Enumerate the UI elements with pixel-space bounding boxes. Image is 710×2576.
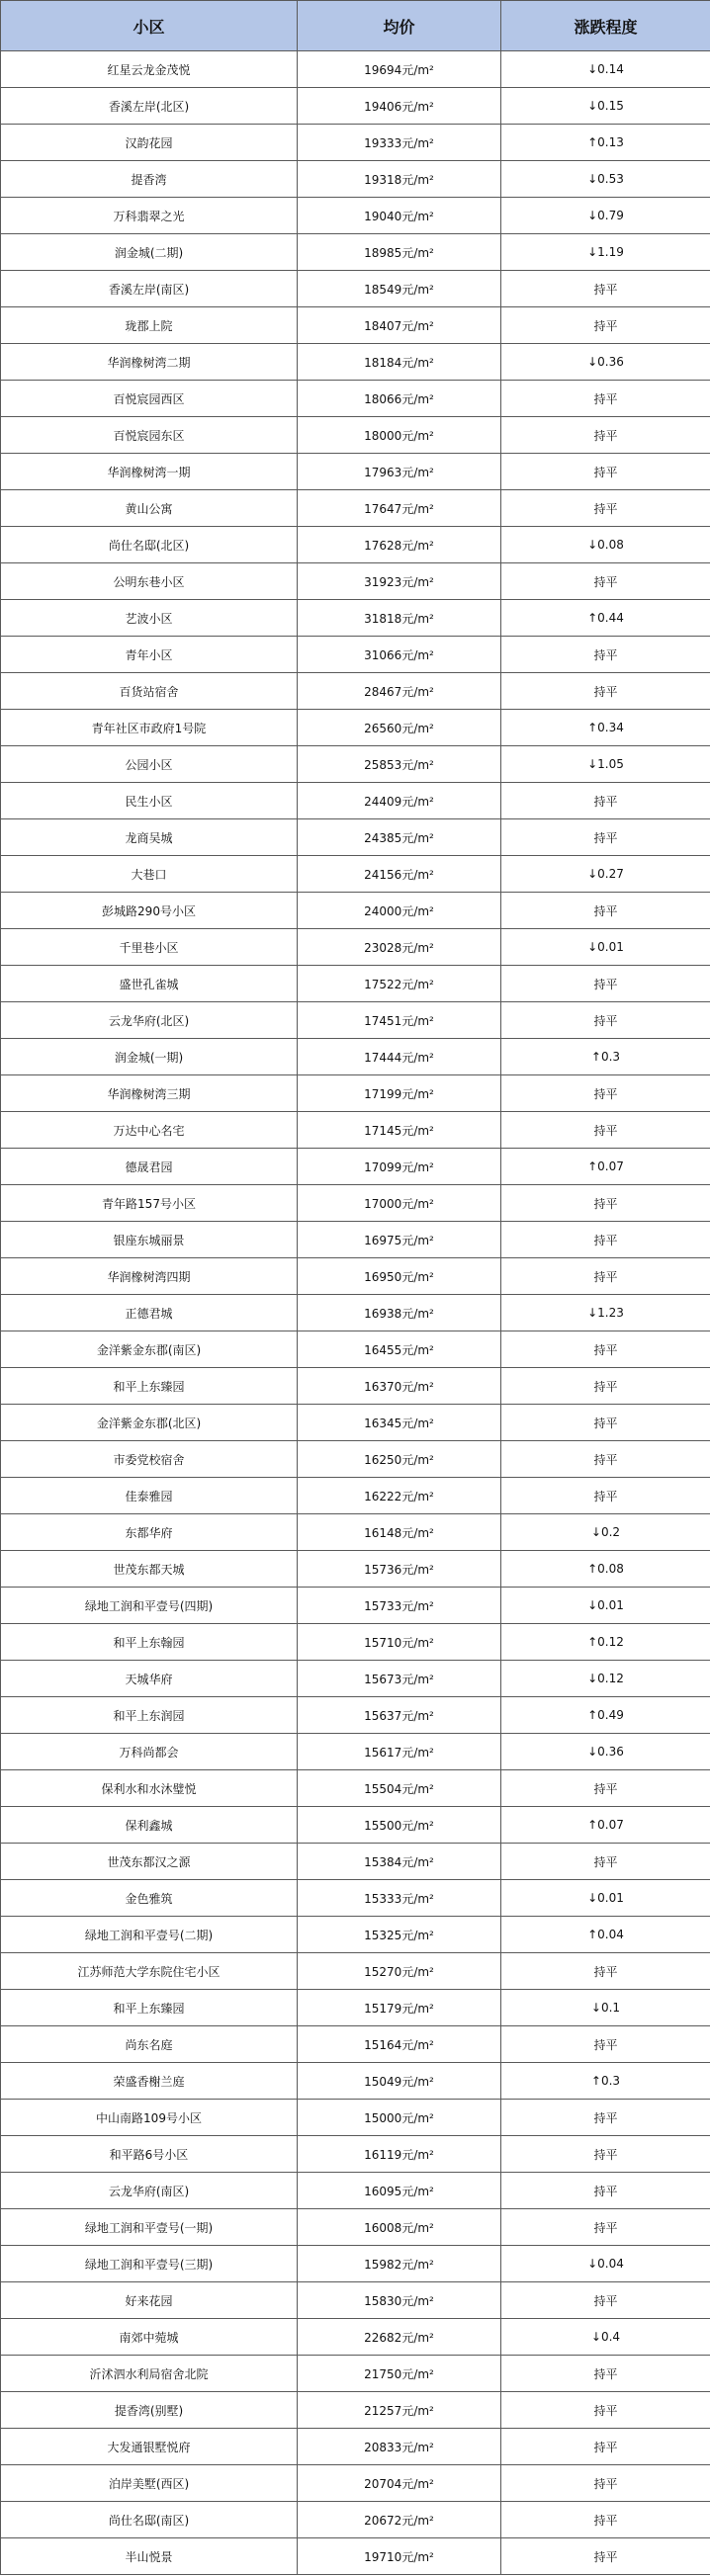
price-change-cell: ↓0.79 [501, 198, 710, 234]
avg-price-cell: 17444元/m² [298, 1039, 501, 1075]
community-name-cell: 和平上东润园 [1, 1697, 298, 1734]
community-name-cell: 万达中心名宅 [1, 1112, 298, 1149]
community-name-cell: 金洋紫金东郡(南区) [1, 1331, 298, 1368]
avg-price-cell: 24385元/m² [298, 819, 501, 856]
community-name-cell: 云龙华府(北区) [1, 1002, 298, 1039]
table-row [1, 527, 710, 563]
table-row [1, 125, 710, 161]
price-change-cell: ↓0.04 [501, 2246, 710, 2282]
avg-price-cell: 16938元/m² [298, 1295, 501, 1331]
table-row [1, 819, 710, 856]
table-row [1, 1075, 710, 1112]
table-row [1, 454, 710, 490]
community-name-cell: 华润橡树湾三期 [1, 1075, 298, 1112]
community-name-cell: 世茂东都汉之源 [1, 1844, 298, 1880]
table-row [1, 1222, 710, 1258]
avg-price-cell: 16222元/m² [298, 1478, 501, 1514]
price-change-cell: ↓0.2 [501, 1514, 710, 1551]
community-name-cell: 华润橡树湾一期 [1, 454, 298, 490]
community-name-cell: 天城华府 [1, 1661, 298, 1697]
avg-price-cell: 17000元/m² [298, 1185, 501, 1222]
avg-price-cell: 23028元/m² [298, 929, 501, 966]
table-row [1, 1478, 710, 1514]
price-change-cell: ↑0.34 [501, 710, 710, 746]
community-name-cell: 尚东名庭 [1, 2026, 298, 2063]
price-change-cell: ↑0.07 [501, 1149, 710, 1185]
price-change-cell: 持平 [501, 1478, 710, 1514]
avg-price-cell: 18407元/m² [298, 307, 501, 344]
avg-price-cell: 15673元/m² [298, 1661, 501, 1697]
avg-price-cell: 20704元/m² [298, 2465, 501, 2502]
community-name-cell: 龙商吴城 [1, 819, 298, 856]
table-row [1, 1441, 710, 1478]
table-row [1, 2063, 710, 2100]
price-change-cell: 持平 [501, 2173, 710, 2209]
avg-price-cell: 16148元/m² [298, 1514, 501, 1551]
price-change-cell: 持平 [501, 783, 710, 819]
price-change-cell: ↓0.08 [501, 527, 710, 563]
avg-price-cell: 17099元/m² [298, 1149, 501, 1185]
community-name-cell: 红星云龙金茂悦 [1, 51, 298, 88]
community-name-cell: 市委党校宿舍 [1, 1441, 298, 1478]
price-change-cell: 持平 [501, 1844, 710, 1880]
price-change-cell: 持平 [501, 1405, 710, 1441]
community-name-cell: 沂沭泗水利局宿舍北院 [1, 2356, 298, 2392]
price-change-cell: ↓0.36 [501, 344, 710, 381]
avg-price-cell: 22682元/m² [298, 2319, 501, 2356]
price-change-cell: ↓0.01 [501, 929, 710, 966]
avg-price-cell: 18000元/m² [298, 417, 501, 454]
avg-price-cell: 24156元/m² [298, 856, 501, 893]
avg-price-cell: 31818元/m² [298, 600, 501, 637]
community-name-cell: 和平上东臻园 [1, 1368, 298, 1405]
table-row [1, 1331, 710, 1368]
community-name-cell: 保利水和水沐璧悦 [1, 1770, 298, 1807]
community-name-cell: 华润橡树湾二期 [1, 344, 298, 381]
community-name-cell: 百货站宿舍 [1, 673, 298, 710]
avg-price-cell: 16455元/m² [298, 1331, 501, 1368]
community-name-cell: 和平上东臻园 [1, 1990, 298, 2026]
price-change-cell: 持平 [501, 307, 710, 344]
avg-price-cell: 15179元/m² [298, 1990, 501, 2026]
avg-price-cell: 17628元/m² [298, 527, 501, 563]
price-change-cell: ↑0.04 [501, 1917, 710, 1953]
table-row [1, 1039, 710, 1075]
table-row [1, 1624, 710, 1661]
community-name-cell: 尚仕名邸(北区) [1, 527, 298, 563]
avg-price-cell: 31066元/m² [298, 637, 501, 673]
community-name-cell: 万科翡翠之光 [1, 198, 298, 234]
price-change-cell: 持平 [501, 2209, 710, 2246]
table-row [1, 893, 710, 929]
community-name-cell: 青年小区 [1, 637, 298, 673]
community-name-cell: 汉韵花园 [1, 125, 298, 161]
community-name-cell: 提香湾 [1, 161, 298, 198]
community-name-cell: 青年路157号小区 [1, 1185, 298, 1222]
table-row [1, 2319, 710, 2356]
community-name-cell: 珑郡上院 [1, 307, 298, 344]
price-change-cell: 持平 [501, 1112, 710, 1149]
avg-price-cell: 17199元/m² [298, 1075, 501, 1112]
price-change-cell: 持平 [501, 1258, 710, 1295]
avg-price-cell: 15325元/m² [298, 1917, 501, 1953]
table-row [1, 381, 710, 417]
community-name-cell: 润金城(一期) [1, 1039, 298, 1075]
avg-price-cell: 18985元/m² [298, 234, 501, 271]
table-row [1, 2392, 710, 2429]
avg-price-cell: 18066元/m² [298, 381, 501, 417]
table-row [1, 2502, 710, 2538]
community-name-cell: 东都华府 [1, 1514, 298, 1551]
price-change-cell: 持平 [501, 2026, 710, 2063]
price-change-cell: ↑0.07 [501, 1807, 710, 1844]
community-name-cell: 香溪左岸(南区) [1, 271, 298, 307]
avg-price-cell: 15049元/m² [298, 2063, 501, 2100]
price-change-cell: 持平 [501, 1185, 710, 1222]
table-row [1, 746, 710, 783]
price-change-cell: 持平 [501, 819, 710, 856]
table-row [1, 1514, 710, 1551]
community-name-cell: 云龙华府(南区) [1, 2173, 298, 2209]
price-change-cell: 持平 [501, 893, 710, 929]
community-name-cell: 金洋紫金东郡(北区) [1, 1405, 298, 1441]
table-row [1, 1953, 710, 1990]
community-name-cell: 黄山公寓 [1, 490, 298, 527]
table-row [1, 1880, 710, 1917]
table-row [1, 88, 710, 125]
table-row [1, 1112, 710, 1149]
avg-price-cell: 31923元/m² [298, 563, 501, 600]
header-row [1, 1, 710, 51]
price-change-cell: 持平 [501, 417, 710, 454]
avg-price-cell: 26560元/m² [298, 710, 501, 746]
table-row [1, 783, 710, 819]
table-row [1, 2429, 710, 2465]
community-name-cell: 百悦宸园西区 [1, 381, 298, 417]
avg-price-cell: 16950元/m² [298, 1258, 501, 1295]
price-change-cell: 持平 [501, 2538, 710, 2575]
avg-price-cell: 18184元/m² [298, 344, 501, 381]
avg-price-cell: 21750元/m² [298, 2356, 501, 2392]
price-change-cell: ↑0.12 [501, 1624, 710, 1661]
table-row [1, 563, 710, 600]
avg-price-cell: 21257元/m² [298, 2392, 501, 2429]
table-row [1, 2538, 710, 2575]
price-change-cell: ↓0.14 [501, 51, 710, 88]
table-row [1, 1697, 710, 1734]
table-row [1, 637, 710, 673]
avg-price-cell: 16975元/m² [298, 1222, 501, 1258]
avg-price-cell: 19406元/m² [298, 88, 501, 125]
table-row [1, 307, 710, 344]
table-row [1, 600, 710, 637]
price-change-cell: 持平 [501, 490, 710, 527]
price-change-cell: ↓0.12 [501, 1661, 710, 1697]
avg-price-cell: 15500元/m² [298, 1807, 501, 1844]
community-name-cell: 绿地工润和平壹号(二期) [1, 1917, 298, 1953]
community-name-cell: 润金城(二期) [1, 234, 298, 271]
table-row [1, 161, 710, 198]
table-row [1, 673, 710, 710]
community-name-cell: 民生小区 [1, 783, 298, 819]
avg-price-cell: 17451元/m² [298, 1002, 501, 1039]
table-row [1, 2136, 710, 2173]
avg-price-cell: 16345元/m² [298, 1405, 501, 1441]
avg-price-cell: 15504元/m² [298, 1770, 501, 1807]
price-change-cell: 持平 [501, 1441, 710, 1478]
table-row [1, 2282, 710, 2319]
price-change-cell: 持平 [501, 271, 710, 307]
community-name-cell: 中山南路109号小区 [1, 2100, 298, 2136]
avg-price-cell: 15733元/m² [298, 1588, 501, 1624]
community-name-cell: 半山悦景 [1, 2538, 298, 2575]
community-name-cell: 提香湾(别墅) [1, 2392, 298, 2429]
price-change-cell: 持平 [501, 563, 710, 600]
community-name-cell: 万科尚都会 [1, 1734, 298, 1770]
table-row [1, 2026, 710, 2063]
price-change-cell: ↑0.3 [501, 2063, 710, 2100]
community-name-cell: 江苏师范大学东院住宅小区 [1, 1953, 298, 1990]
price-change-cell: 持平 [501, 1331, 710, 1368]
community-name-cell: 荣盛香榭兰庭 [1, 2063, 298, 2100]
avg-price-cell: 16008元/m² [298, 2209, 501, 2246]
avg-price-cell: 15637元/m² [298, 1697, 501, 1734]
price-change-cell: ↑0.44 [501, 600, 710, 637]
table-row [1, 1661, 710, 1697]
table-row [1, 1770, 710, 1807]
table-row [1, 1844, 710, 1880]
avg-price-cell: 19040元/m² [298, 198, 501, 234]
table-row [1, 856, 710, 893]
price-change-cell: ↑0.08 [501, 1551, 710, 1588]
table-row [1, 1295, 710, 1331]
table-row [1, 1917, 710, 1953]
price-change-cell: ↓0.15 [501, 88, 710, 125]
price-change-cell: 持平 [501, 2356, 710, 2392]
community-name-cell: 好来花园 [1, 2282, 298, 2319]
price-change-cell: 持平 [501, 454, 710, 490]
community-name-cell: 百悦宸园东区 [1, 417, 298, 454]
avg-price-cell: 16370元/m² [298, 1368, 501, 1405]
avg-price-cell: 20833元/m² [298, 2429, 501, 2465]
price-change-cell: 持平 [501, 637, 710, 673]
price-change-cell: 持平 [501, 1770, 710, 1807]
community-name-cell: 保利鑫城 [1, 1807, 298, 1844]
price-change-cell: 持平 [501, 2392, 710, 2429]
table-row [1, 490, 710, 527]
table-row [1, 1149, 710, 1185]
table-row [1, 2173, 710, 2209]
community-name-cell: 公明东巷小区 [1, 563, 298, 600]
community-name-cell: 德晟君园 [1, 1149, 298, 1185]
table-row [1, 1990, 710, 2026]
price-change-cell: 持平 [501, 1953, 710, 1990]
table-row [1, 2356, 710, 2392]
avg-price-cell: 16119元/m² [298, 2136, 501, 2173]
avg-price-cell: 17647元/m² [298, 490, 501, 527]
column-header-change: 涨跌程度 [501, 1, 710, 51]
price-change-cell: 持平 [501, 381, 710, 417]
community-name-cell: 尚仕名邸(南区) [1, 2502, 298, 2538]
community-name-cell: 绿地工润和平壹号(三期) [1, 2246, 298, 2282]
community-name-cell: 和平上东翰园 [1, 1624, 298, 1661]
avg-price-cell: 15000元/m² [298, 2100, 501, 2136]
avg-price-cell: 16250元/m² [298, 1441, 501, 1478]
avg-price-cell: 17522元/m² [298, 966, 501, 1002]
community-name-cell: 绿地工润和平壹号(四期) [1, 1588, 298, 1624]
table-row [1, 1588, 710, 1624]
price-change-cell: 持平 [501, 2502, 710, 2538]
community-name-cell: 绿地工润和平壹号(一期) [1, 2209, 298, 2246]
community-name-cell: 香溪左岸(北区) [1, 88, 298, 125]
column-header-community: 小区 [1, 1, 298, 51]
community-name-cell: 艺波小区 [1, 600, 298, 637]
price-change-cell: ↑0.13 [501, 125, 710, 161]
table-row [1, 234, 710, 271]
price-change-cell: ↓1.05 [501, 746, 710, 783]
price-change-cell: ↓1.19 [501, 234, 710, 271]
table-row [1, 1807, 710, 1844]
table-row [1, 1002, 710, 1039]
community-name-cell: 正德君城 [1, 1295, 298, 1331]
community-name-cell: 世茂东都天城 [1, 1551, 298, 1588]
community-name-cell: 青年社区市政府1号院 [1, 710, 298, 746]
price-change-cell: ↓0.01 [501, 1588, 710, 1624]
price-change-cell: ↓0.53 [501, 161, 710, 198]
avg-price-cell: 15710元/m² [298, 1624, 501, 1661]
avg-price-cell: 24409元/m² [298, 783, 501, 819]
community-name-cell: 大发通银墅悦府 [1, 2429, 298, 2465]
community-name-cell: 和平路6号小区 [1, 2136, 298, 2173]
price-change-cell: 持平 [501, 1368, 710, 1405]
avg-price-cell: 19710元/m² [298, 2538, 501, 2575]
price-change-cell: 持平 [501, 2100, 710, 2136]
table-row [1, 271, 710, 307]
table-row [1, 51, 710, 88]
avg-price-cell: 16095元/m² [298, 2173, 501, 2209]
table-row [1, 929, 710, 966]
avg-price-cell: 24000元/m² [298, 893, 501, 929]
avg-price-cell: 15617元/m² [298, 1734, 501, 1770]
price-change-cell: 持平 [501, 1222, 710, 1258]
price-change-cell: 持平 [501, 966, 710, 1002]
avg-price-cell: 19694元/m² [298, 51, 501, 88]
avg-price-cell: 28467元/m² [298, 673, 501, 710]
price-change-cell: ↓0.4 [501, 2319, 710, 2356]
avg-price-cell: 15982元/m² [298, 2246, 501, 2282]
table-row [1, 2246, 710, 2282]
price-change-cell: ↓0.01 [501, 1880, 710, 1917]
table-body [1, 51, 710, 2575]
avg-price-cell: 15270元/m² [298, 1953, 501, 1990]
avg-price-cell: 15164元/m² [298, 2026, 501, 2063]
price-change-cell: 持平 [501, 2465, 710, 2502]
avg-price-cell: 17145元/m² [298, 1112, 501, 1149]
table-row [1, 1551, 710, 1588]
avg-price-cell: 20672元/m² [298, 2502, 501, 2538]
community-name-cell: 彭城路290号小区 [1, 893, 298, 929]
price-change-cell: 持平 [501, 2429, 710, 2465]
price-change-cell: 持平 [501, 2136, 710, 2173]
community-name-cell: 大巷口 [1, 856, 298, 893]
community-name-cell: 华润橡树湾四期 [1, 1258, 298, 1295]
avg-price-cell: 25853元/m² [298, 746, 501, 783]
table-row [1, 198, 710, 234]
table-row [1, 1185, 710, 1222]
table-row [1, 2209, 710, 2246]
table-row [1, 2100, 710, 2136]
price-change-cell: 持平 [501, 673, 710, 710]
community-name-cell: 泊岸美墅(西区) [1, 2465, 298, 2502]
avg-price-cell: 17963元/m² [298, 454, 501, 490]
table-row [1, 344, 710, 381]
community-name-cell: 千里巷小区 [1, 929, 298, 966]
table-row [1, 1734, 710, 1770]
price-change-cell: 持平 [501, 2282, 710, 2319]
avg-price-cell: 19318元/m² [298, 161, 501, 198]
table-row [1, 1405, 710, 1441]
community-name-cell: 盛世孔雀城 [1, 966, 298, 1002]
price-change-cell: ↓0.36 [501, 1734, 710, 1770]
table-row [1, 966, 710, 1002]
price-change-cell: ↑0.3 [501, 1039, 710, 1075]
avg-price-cell: 15333元/m² [298, 1880, 501, 1917]
price-change-cell: ↓1.23 [501, 1295, 710, 1331]
price-change-cell: 持平 [501, 1075, 710, 1112]
community-name-cell: 银座东城丽景 [1, 1222, 298, 1258]
community-name-cell: 南郊中菀城 [1, 2319, 298, 2356]
price-change-cell: 持平 [501, 1002, 710, 1039]
table-row [1, 1368, 710, 1405]
table-row [1, 417, 710, 454]
table-row [1, 710, 710, 746]
community-name-cell: 佳泰雅园 [1, 1478, 298, 1514]
avg-price-cell: 15384元/m² [298, 1844, 501, 1880]
price-change-cell: ↓0.27 [501, 856, 710, 893]
avg-price-cell: 18549元/m² [298, 271, 501, 307]
table-row [1, 1258, 710, 1295]
community-name-cell: 金色雅筑 [1, 1880, 298, 1917]
avg-price-cell: 15736元/m² [298, 1551, 501, 1588]
price-change-cell: ↓0.1 [501, 1990, 710, 2026]
price-change-cell: ↑0.49 [501, 1697, 710, 1734]
column-header-avg-price: 均价 [298, 1, 501, 51]
avg-price-cell: 15830元/m² [298, 2282, 501, 2319]
table-row [1, 2465, 710, 2502]
avg-price-cell: 19333元/m² [298, 125, 501, 161]
community-name-cell: 公园小区 [1, 746, 298, 783]
